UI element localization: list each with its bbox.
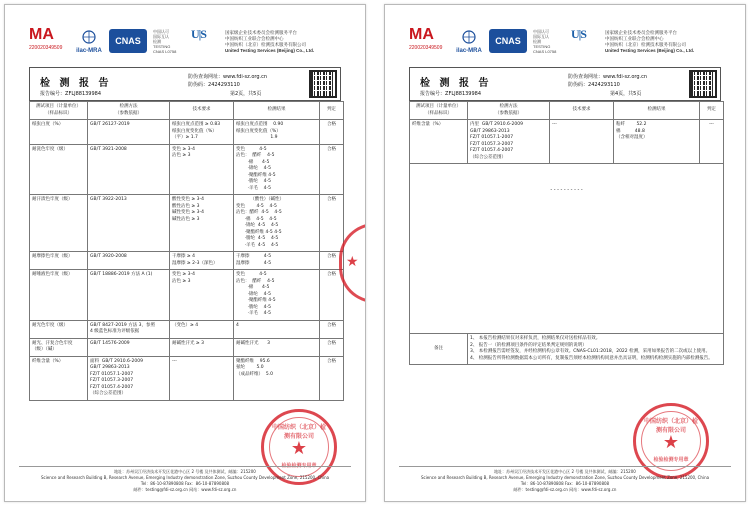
report-number	[40, 90, 101, 97]
testing-mark-line: CNAS L0758	[153, 49, 177, 54]
footer-address-cn: 地址：苏州吴江经济技术开发区花港中心区 2 号楼 及共体测试，邮编：215200	[114, 469, 256, 474]
certification-logos	[29, 27, 341, 63]
footer-divider	[399, 466, 731, 467]
footer-email: 邮件：testing@fdi-sz.org.cn 网站：www.fdi-sz.org.cn	[133, 487, 237, 492]
column-header: 检测结果	[614, 102, 700, 120]
site-label: 防伪查询网址：	[188, 74, 224, 80]
ma-mark: MA	[409, 26, 434, 43]
test-item-cell: 纤维含量（%）	[30, 356, 88, 400]
report-number-value: ZFLJ88139984	[445, 91, 482, 97]
requirement-cell: 耐碱性汗光 ≥ 3	[170, 338, 234, 356]
table-row	[30, 195, 344, 252]
table-row	[30, 120, 344, 145]
lab-name-english: United Testing Services (Beijing) Co., Ltd.	[225, 48, 315, 53]
testing-mark-line: 中国认可	[153, 29, 169, 34]
column-header: 测试项目（计量单位） （样品标识）	[30, 102, 88, 120]
report-title: 检 测 报 告	[40, 78, 112, 89]
requirement-cell: 变色 ≥ 3-4 沾色 ≥ 3	[170, 144, 234, 195]
cnas-logo: CNAS	[109, 29, 147, 53]
blank-area	[410, 164, 724, 365]
footer-phone: Tel：86-10-87890808 Fax：86-10-87890808	[140, 481, 230, 486]
remark-item: 2、 报告一（的检测项目条件的评定结果判定规则的说明）	[470, 342, 587, 348]
site-url: www.fdi-sz.org.cn	[223, 74, 268, 80]
test-method-cell: GB/T 3921-2008	[88, 144, 170, 195]
verdict-cell: 合格	[320, 338, 344, 356]
seal-arc-text: 中国纺织（北京）检测有限公司	[272, 424, 327, 440]
remark-item: 4、 检测报告所得检测数据需本公司所有，复制报告须经本检测机构同意并出具证明，检测机构检测实施的内部检测报告。	[470, 355, 713, 361]
remarks-content	[468, 334, 724, 365]
test-method-cell: GB/T 18886-2019 方法 A (1)	[88, 270, 170, 321]
testing-mark-line: TESTING	[153, 44, 171, 49]
verdict-cell: 合格	[320, 320, 344, 338]
requirement-cell: （变色）≥ 4	[170, 320, 234, 338]
requirement-cell: ---	[170, 356, 234, 400]
testing-mark-line: 国际互认	[153, 34, 169, 39]
end-mark-row	[410, 164, 724, 334]
table-header-row	[410, 102, 724, 120]
ma-mark: MA	[29, 26, 54, 43]
test-item-cell: 耐光色牢度（级）	[30, 320, 88, 338]
ma-logo	[409, 27, 445, 55]
code-value: 2424293110	[208, 82, 240, 88]
test-results-table	[29, 101, 344, 401]
table-row	[30, 320, 344, 338]
requirement-cell: 纸张白度点范围 ≥ 0.83 纸张白度变化值（%） （平）≥ 1.7	[170, 120, 234, 145]
verdict-cell: 合格	[320, 252, 344, 270]
requirement-cell: 变色 ≥ 3-4 沾色 ≥ 3	[170, 270, 234, 321]
test-item-cell: 耐摩擦色牢度（级）	[30, 252, 88, 270]
result-cell: 变色 4-5 沾色： 醋纤 4-5 ·棉 4-5 ·锦纶 4-5 ·聚酯纤维 4-5 ·腈纶 4-5 ·羊毛 4-5	[234, 144, 320, 195]
testing-mark-line: 检测	[153, 39, 161, 44]
site-url: www.fdi-sz.org.cn	[603, 74, 648, 80]
remarks-row	[410, 334, 724, 365]
test-method-cell: 面料 GB/T 2910.6-2009 GB/T 29863-2013 FZ/T 01057.1-2007 FZ/T 01057.3-2007 FZ/T 01057.4-2007 （综合公差范围）	[88, 356, 170, 400]
table-header-row	[30, 102, 344, 120]
report-number-label: 报告编号：	[420, 91, 446, 97]
footer-address-en: Science and Research Building B, Research Avenue, Emerging Industry demonstration Zone, Suzhou County Development Zone, 215200, China	[40, 475, 330, 480]
column-header: 检测方法 （参数依据）	[468, 102, 550, 120]
test-method-cell: GB/T 3920-2008	[88, 252, 170, 270]
table-row	[30, 356, 344, 400]
footer-address-en: Science and Research Building B, Research Avenue, Emerging Industry demonstration Zone, Suzhou County Development Zone, 215200, China	[420, 475, 710, 480]
test-item-cell: 耐唾液色牢度（级）	[30, 270, 88, 321]
result-cell: 纸张白度点范围 0.90 纸张白度变化值（%） 1.9	[234, 120, 320, 145]
footer-email: 邮件：testing@fdi-sz.org.cn 网站：www.fdi-sz.org.cn	[513, 487, 617, 492]
remark-item: 1、 本报告检测结果仅对来样负责，检测结果仅对送检样品有效。	[470, 336, 601, 341]
test-item-cell: 耐光、汗复合色牢度 （级）（碱）	[30, 338, 88, 356]
table-row	[30, 270, 344, 321]
lab-name-line: 国家级企业技术委员会检测服务平台	[605, 30, 677, 35]
lab-name	[225, 30, 355, 54]
test-results-table	[409, 101, 724, 365]
page-footer	[399, 466, 731, 493]
uts-logo	[571, 27, 599, 57]
report-number	[420, 90, 481, 97]
result-cell: 4	[234, 320, 320, 338]
test-method-cell: GB/T 14576-2009	[88, 338, 170, 356]
column-header: 检测结果	[234, 102, 320, 120]
column-header: 测试项目（计量单位） （样品标识）	[410, 102, 468, 120]
table-row	[410, 120, 724, 164]
report-number-value: ZFLJ88139984	[65, 91, 102, 97]
verdict-cell: 合格	[320, 195, 344, 252]
lab-name-english: United Testing Services (Beijing) Co., Ltd.	[605, 48, 695, 53]
page-number: 第2页，共5页	[230, 91, 262, 97]
verdict-cell: ---	[700, 120, 724, 164]
test-method-cell: GB/T 26127-2019	[88, 120, 170, 145]
site-label: 防伪查询网址：	[568, 74, 604, 80]
lab-name-line: 中国纺织工业联合会检测中心	[225, 36, 284, 41]
column-header: 检测方法 （参数依据）	[88, 102, 170, 120]
test-item-cell: 纸张白度（%）	[30, 120, 88, 145]
testing-mark-line: CNAS L0758	[533, 49, 557, 54]
edge-seal-star-icon: ★	[346, 254, 359, 270]
footer-address-cn: 地址：苏州吴江经济技术开发区花港中心区 2 号楼 及共体测试，邮编：215200	[494, 469, 636, 474]
test-item-cell: 纤维含量（%）	[410, 120, 468, 164]
ma-logo	[29, 27, 65, 55]
testing-mark-line: TESTING	[533, 44, 551, 49]
ma-number: 220020349509	[29, 45, 63, 51]
uts-mark: U|S	[191, 27, 206, 41]
footer-phone: Tel：86-10-87890808 Fax：86-10-87890808	[520, 481, 610, 486]
testing-mark-line: 检测	[533, 39, 541, 44]
page-footer	[19, 466, 351, 493]
testing-mark	[533, 29, 561, 55]
lab-name-line: 中国纺织工业联合会检测中心	[605, 36, 664, 41]
code-label: 防伪码：	[568, 82, 589, 88]
table-row	[30, 144, 344, 195]
test-method-cell: GB/T 3922-2013	[88, 195, 170, 252]
test-results-body	[30, 102, 344, 401]
uts-mark: U|S	[571, 27, 586, 41]
code-value: 2424293110	[588, 82, 620, 88]
page-number: 第4页，共5页	[610, 91, 642, 97]
uts-logo	[191, 27, 219, 57]
result-cell: 耐碱性汗光 3	[234, 338, 320, 356]
remarks-label: 备注	[410, 334, 468, 365]
cnas-logo: CNAS	[489, 29, 527, 53]
verdict-cell: 合格	[320, 356, 344, 400]
requirement-cell: ---	[550, 120, 614, 164]
test-method-cell: GB/T 8427-2019 方法 3，参照 4 级蓝色标准为评级依据	[88, 320, 170, 338]
ilac-logo	[73, 29, 105, 55]
test-item-cell: 耐汗渍色牢度（级）	[30, 195, 88, 252]
requirement-cell: 干摩擦 ≥ 4 湿摩擦 ≥ 2-3（深色）	[170, 252, 234, 270]
report-title: 检 测 报 告	[420, 78, 492, 89]
requirement-cell: 酸性变色 ≥ 3-4 酸性沾色 ≥ 3 碱性变色 ≥ 3-4 碱性沾色 ≥ 3	[170, 195, 234, 252]
test-results-body	[410, 102, 724, 164]
testing-mark-line: 国际互认	[533, 34, 549, 39]
seal-bar-text: 检验检测专用章	[281, 463, 317, 469]
anti-fake-info	[568, 73, 647, 89]
verdict-cell: 合格	[320, 144, 344, 195]
verdict-cell: 合格	[320, 270, 344, 321]
code-label: 防伪码：	[188, 82, 209, 88]
anti-fake-info	[188, 73, 267, 89]
seal-bar-text: 检验检测专用章	[653, 457, 689, 463]
ilac-globe-icon	[453, 30, 485, 44]
lab-name-line: 中国纺织（北京）检测技术服务有限公司	[605, 42, 686, 47]
seal-star-icon: ★	[662, 432, 680, 453]
report-page-2	[384, 4, 746, 502]
result-cell: 聚酯纤维 95.6 氨纶 5.0 （成品纤维） 5.0	[234, 356, 320, 400]
qr-code[interactable]	[309, 70, 337, 98]
test-item-cell: 耐洗色牢度（级）	[30, 144, 88, 195]
seal-star-icon: ★	[290, 438, 308, 459]
column-header: 技术要求	[550, 102, 614, 120]
blank-cell	[410, 164, 724, 334]
seal-arc-text: 中国纺织（北京）检测有限公司	[644, 418, 699, 434]
testing-mark	[153, 29, 181, 55]
result-cell: 粘纤 52.2 棉 48.8 （含相对湿度）	[614, 120, 700, 164]
lab-name	[605, 30, 735, 54]
ilac-label: ilac-MRA	[456, 48, 482, 54]
qr-code[interactable]	[689, 70, 717, 98]
report-number-label: 报告编号：	[40, 91, 66, 97]
test-method-cell: 内里 GB/T 2910.6-2009 GB/T 29863-2013 FZ/T 01057.1-2007 FZ/T 01057.3-2007 FZ/T 01057.4-2007 （综合公差范围）	[468, 120, 550, 164]
result-cell: （酸性）（碱性） 变色 4-5 4-5 沾色：醋纤 4-5 4-5 ·棉 4-5 4-5 ·锦纶 4-5 4-5 ·聚酯纤维 4-5 4-5 ·腈纶 4-5 4-5 ·羊毛 4-5 4-5	[234, 195, 320, 252]
remark-item: 3、 本检测报告需经签发，并经检测机构公章有效。CNAS-CL01:2018，2022 检测，采用如果报告的二次或以上使用。	[470, 349, 711, 354]
ilac-globe-icon	[73, 30, 105, 44]
certification-logos	[409, 27, 721, 63]
result-cell: 变色 4-5 沾色： 醋纤 4-5 ·棉 4-5 ·锦纶 4-5 ·聚酯纤维 4-5 ·腈纶 4-5 ·羊毛 4-5	[234, 270, 320, 321]
lab-name-line: 国家级企业技术委员会检测服务平台	[225, 30, 297, 35]
column-header: 判定	[700, 102, 724, 120]
column-header: 技术要求	[170, 102, 234, 120]
table-row	[30, 252, 344, 270]
report-header	[409, 67, 721, 101]
lab-name-line: 中国纺织（北京）检测技术服务有限公司	[225, 42, 306, 47]
column-header: 判定	[320, 102, 344, 120]
report-page-1	[4, 4, 366, 502]
table-row	[30, 338, 344, 356]
ma-number: 220020349509	[409, 45, 443, 51]
result-cell: 干摩擦 4-5 湿摩擦 4-5	[234, 252, 320, 270]
ilac-logo	[453, 29, 485, 55]
end-of-results-mark: - - - - - - - - - -	[550, 187, 583, 193]
report-header	[29, 67, 341, 101]
ilac-label: ilac-MRA	[76, 48, 102, 54]
testing-mark-line: 中国认可	[533, 29, 549, 34]
verdict-cell: 合格	[320, 120, 344, 145]
footer-divider	[19, 466, 351, 467]
